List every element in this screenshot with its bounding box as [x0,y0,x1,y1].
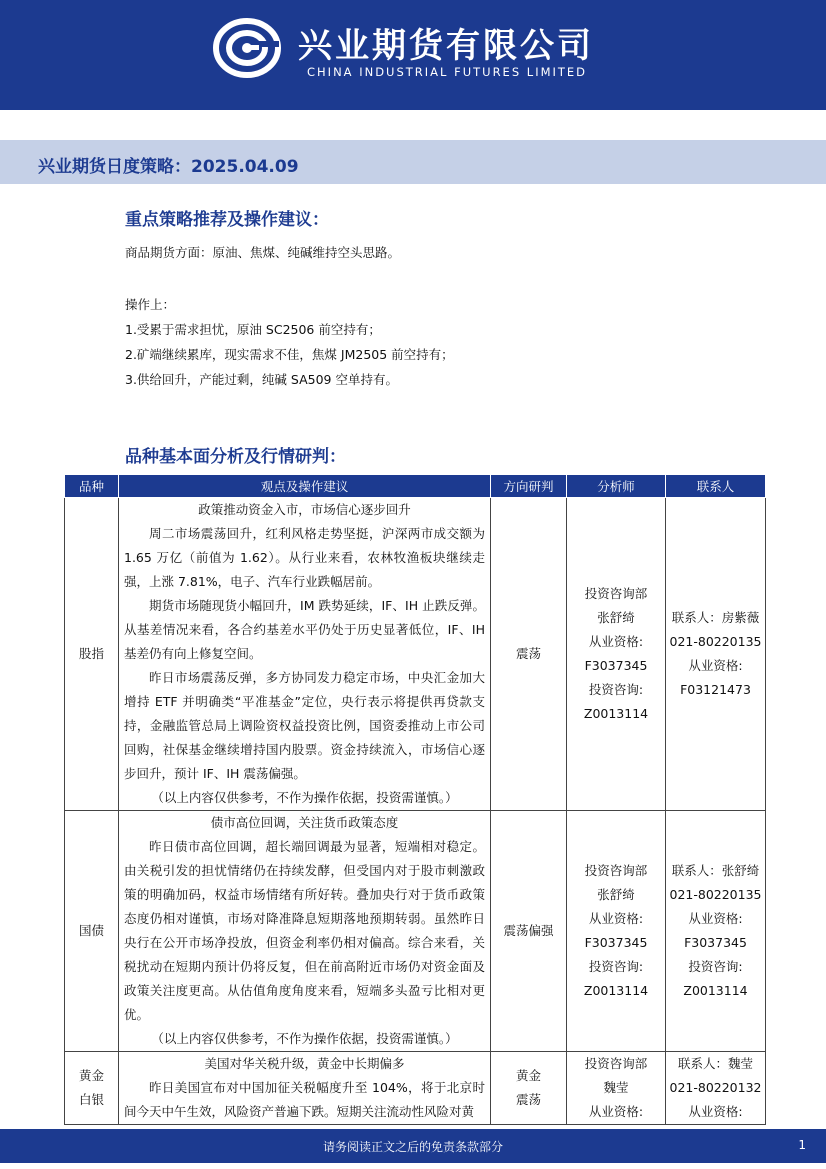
direction-line: 震荡 [515,1092,541,1107]
variety-line: 白银 [78,1092,104,1107]
contact-line: 从业资格: [688,658,743,673]
analyst-cell [567,498,666,811]
contact-line: 021-80220135 [669,634,762,649]
analyst-line: 投资咨询部 [584,863,648,878]
view-cell [119,1052,491,1125]
analyst-line: F3037345 [584,935,648,950]
contact-line: 联系人：房紫薇 [671,610,760,625]
analyst-line: Z0013114 [583,983,649,998]
analyst-line: F3037345 [584,658,648,673]
contact-line: F3037345 [684,935,747,950]
contact-line: 联系人：张舒绮 [671,863,760,878]
contact-cell [666,811,766,1052]
commodity-summary: 商品期货方面：原油、焦煤、纯碱维持空头思路。 [125,245,401,260]
view-heading: 政策推动资金入市，市场信心逐步回升 [198,502,411,517]
contact-line: 联系人：魏莹 [677,1056,753,1071]
view-cell [119,811,491,1052]
direction-cell [491,1052,567,1125]
analyst-line: 张舒绮 [597,610,635,625]
page-header [0,0,826,110]
view-heading: 债市高位回调，关注货币政策态度 [210,815,399,830]
variety-cell: 股指 [65,498,119,811]
contact-line: Z0013114 [683,983,748,998]
view-paragraph: 期货市场随现货小幅回升，IM 跌势延续，IF、IH 止跌反弹。从基差情况来看，各合约基差水平仍处于历史显著低位，IF、IH 基差仍有向上修复空间。 [124,598,485,661]
contact-cell [666,1052,766,1125]
section-title-strategy: 重点策略推荐及操作建议： [125,210,329,230]
contact-line: 021-80220132 [669,1080,762,1095]
view-note: （以上内容仅供参考，不作为操作依据，投资需谨慎。） [151,790,458,805]
direction-line: 黄金 [515,1068,541,1083]
column-header-contact: 联系人 [666,475,766,498]
table-header-row [65,475,766,498]
company-name-cn: 兴业期货有限公司 [298,26,594,66]
analyst-line: 投资咨询部 [584,586,648,601]
view-paragraph: 昨日市场震荡反弹，多方协同发力稳定市场，中央汇金加大增持 ETF 并明确类“平准基金”定位，央行表示将提供再贷款支持，金融监管总局上调险资权益投资比例，国资委推动上市公司回购，社保基金继续增持国内股票。资金持续流入，市场信心逐步回升，预计 IF、IH 震荡偏强。 [124,670,485,781]
contact-cell [666,498,766,811]
variety-line: 黄金 [78,1068,104,1083]
analyst-line: Z0013114 [583,706,649,721]
analyst-line: 魏莹 [603,1080,629,1095]
column-header-direction: 方向研判 [491,475,567,498]
page-number: 1 [798,1138,806,1152]
column-header-view: 观点及操作建议 [119,475,491,498]
variety-cell: 国债 [65,811,119,1052]
table-row [65,498,766,811]
contact-line: 从业资格: [688,911,743,926]
contact-line: 投资咨询: [688,959,743,974]
analyst-line: 投资咨询: [588,682,644,697]
column-header-analyst: 分析师 [567,475,666,498]
view-paragraph: 昨日债市高位回调，超长端回调最为显著，短端相对稳定。由关税引发的担忧情绪仍在持续发酵，但受国内对于股市刺激政策的明确加码，权益市场情绪有所好转。叠加央行对于货币政策态度仍相对谨慎，市场对降准降息短期落地预期转弱。虽然昨日央行在公开市场净投放，但资金利率仍相对偏高。综合来看，关税扰动在短期内预计仍将反复，但在前高附近市场仍对资金面及政策关注度更高。从估值角度角度来看，短端多头盈亏比相对更优。 [124,839,485,1022]
company-name-en: CHINA INDUSTRIAL FUTURES LIMITED [307,65,588,79]
view-paragraph: 周二市场震荡回升，红利风格走势坚挺，沪深两市成交额为1.65 万亿（前值为 1.62）。从行业来看，农林牧渔板块继续走强，上涨 7.81%，电子、汽车行业跌幅居前。 [124,526,485,589]
operation-item: 3.供给回升，产能过剩，纯碱 SA509 空单持有。 [125,372,398,387]
operation-item: 1.受累于需求担忧，原油 SC2506 前空持有； [125,322,381,337]
view-heading: 美国对华关税升级，黄金中长期偏多 [204,1056,405,1071]
analyst-line: 从业资格: [588,1104,644,1119]
section-title-analysis: 品种基本面分析及行情研判： [125,447,346,467]
page-footer [0,1129,826,1163]
contact-line: 从业资格: [688,1104,743,1119]
analyst-line: 从业资格: [588,634,644,649]
variety-cell [65,1052,119,1125]
operations-title: 操作上： [125,297,176,312]
report-title: 兴业期货日度策略：2025.04.09 [38,157,299,177]
table-row [65,811,766,1052]
column-header-variety: 品种 [65,475,119,498]
view-cell [119,498,491,811]
analyst-line: 从业资格: [588,911,644,926]
analyst-line: 投资咨询部 [584,1056,648,1071]
analyst-cell [567,1052,666,1125]
company-logo-icon [213,17,281,79]
operation-item: 2.矿端继续累库，现实需求不佳，焦煤 JM2505 前空持有； [125,347,454,362]
footer-disclaimer: 请务阅读正文之后的免责条款部分 [322,1140,503,1154]
view-paragraph: 昨日美国宣布对中国加征关税幅度升至 104%，将于北京时间今天中午生效，风险资产普遍下跌。短期关注流动性风险对黄 [124,1080,485,1119]
contact-line: 021-80220135 [669,887,762,902]
analyst-line: 投资咨询: [588,959,644,974]
analyst-cell [567,811,666,1052]
analysis-table [64,474,766,1125]
direction-cell: 震荡偏强 [491,811,567,1052]
direction-cell: 震荡 [491,498,567,811]
analyst-line: 张舒绮 [597,887,635,902]
contact-line: F03121473 [680,682,751,697]
table-row [65,1052,766,1125]
view-note: （以上内容仅供参考，不作为操作依据，投资需谨慎。） [151,1031,458,1046]
